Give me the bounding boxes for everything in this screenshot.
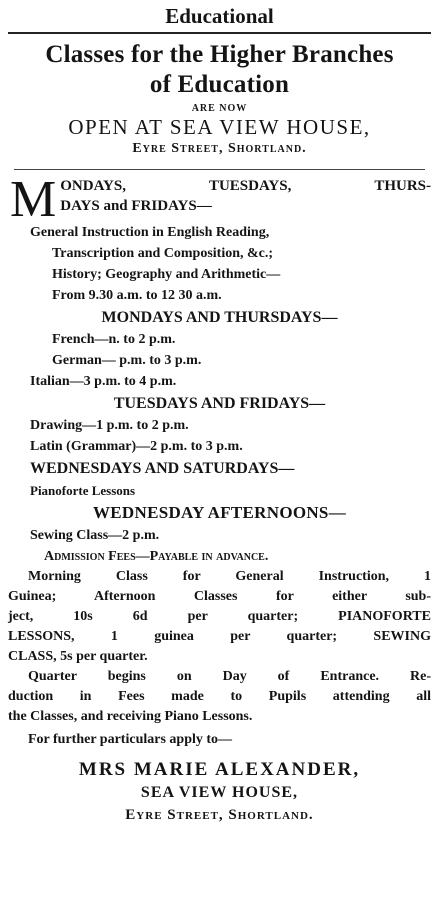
contact-name: MRS MARIE ALEXANDER,	[78, 759, 361, 780]
schedule-item: Sewing Class—2 p.m.	[30, 528, 160, 543]
schedule-item: Pianoforte Lessons	[30, 483, 136, 498]
fees-paragraph	[8, 567, 431, 667]
address-line: Eyre Street, Shortland.	[132, 141, 307, 156]
days-line-1: ONDAYS, TUESDAYS, THURS-	[60, 178, 431, 194]
schedule-heading-tue-fri: TUESDAYS AND FRIDAYS—	[113, 395, 326, 412]
schedule-item: Latin (Grammar)—2 p.m. to 3 p.m.	[30, 439, 243, 454]
quarter-paragraph	[8, 667, 431, 727]
schedule-item: French—n. to 2 p.m.	[52, 332, 176, 347]
headline-line-1: Classes for the Higher Branches	[45, 41, 394, 68]
quarter-line: Quarter begins on Day of Entrance. Re-	[28, 669, 431, 684]
schedule-heading-wed-aft: WEDNESDAY AFTERNOONS—	[92, 503, 346, 522]
general-line: History; Geography and Arithmetic—	[52, 267, 281, 282]
fees-line: Guinea; Afternoon Classes for either sub-	[8, 589, 431, 604]
further-particulars: For further particulars apply to—	[28, 732, 233, 747]
open-at-line: OPEN AT SEA VIEW HOUSE,	[68, 115, 371, 139]
fees-line: Morning Class for General Instruction, 1	[28, 569, 431, 584]
section-heading: Educational	[165, 4, 274, 28]
schedule-general	[8, 171, 431, 306]
schedule-item: Italian—3 p.m. to 4 p.m.	[30, 374, 177, 389]
quarter-line: duction in Fees made to Pupils attending all	[8, 689, 431, 704]
schedule-heading-mon-thu: MONDAYS AND THURSDAYS—	[101, 309, 338, 326]
schedule-heading-wed-sat: WEDNESDAYS AND SATURDAYS—	[30, 460, 295, 477]
drop-cap: M	[10, 171, 57, 228]
schedule-item: German— p.m. to 3 p.m.	[52, 353, 202, 368]
heading-rule	[8, 32, 431, 34]
fees-line: LESSONS, 1 guinea per quarter; SEWING	[8, 629, 431, 644]
divider	[14, 169, 425, 170]
days-line-2: DAYS and FRIDAYS—	[60, 198, 212, 214]
contact-street: Eyre Street, Shortland.	[125, 807, 314, 823]
schedule-item: Drawing—1 p.m. to 2 p.m.	[30, 418, 189, 433]
general-line: General Instruction in English Reading,	[30, 225, 270, 240]
general-line: From 9.30 a.m. to 12 30 a.m.	[52, 288, 222, 303]
fees-line: CLASS, 5s per quarter.	[8, 649, 148, 664]
contact-house: SEA VIEW HOUSE,	[140, 784, 299, 801]
headline-line-2: of Education	[149, 71, 290, 98]
fees-line: ject, 10s 6d per quarter; PIANOFORTE	[8, 609, 431, 624]
admission-line: Admission Fees—Payable in advance.	[44, 549, 269, 564]
advertisement-page	[0, 2, 439, 910]
are-now-label: ARE NOW	[191, 103, 248, 114]
quarter-line: the Classes, and receiving Piano Lessons.	[8, 709, 253, 724]
general-line: Transcription and Composition, &c.;	[52, 246, 274, 261]
